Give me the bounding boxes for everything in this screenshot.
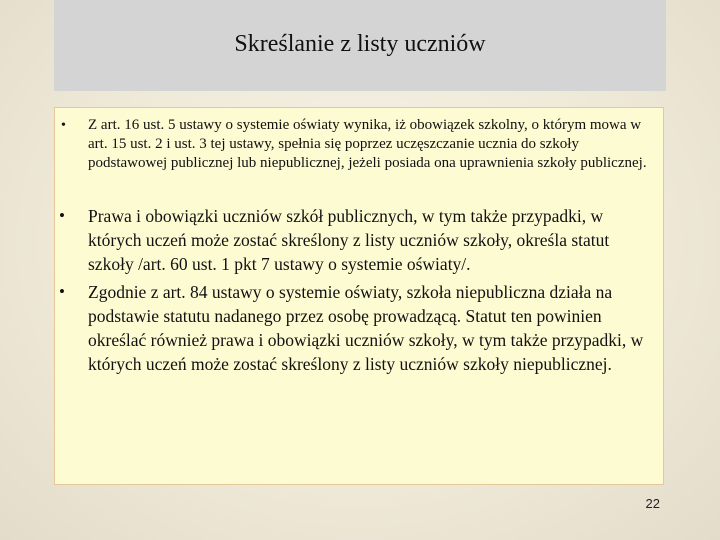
bullet-marker: • <box>61 118 66 133</box>
slide-title: Skreślanie z listy uczniów <box>234 31 486 57</box>
bullet-marker: • <box>59 206 65 225</box>
bullet-text: Prawa i obowiązki uczniów szkół publicznych, w tym także przypadki, w których uczeń może zostać skreślony z listy uczniów szkoły, określa statut szkoły /art. 60 ust. 1 pkt 7 ustawy o systemie oświaty/. <box>88 206 610 274</box>
page-number: 22 <box>645 496 660 511</box>
bullet-text: Z art. 16 ust. 5 ustawy o systemie oświaty wynika, iż obowiązek szkolny, o którym mowa w art. 15 ust. 2 i ust. 3 tej ustawy, spełnia się poprzez uczęszczanie ucznia do szkoły podstawowej publicznej lub niepublicznej, jeżeli posiada ona uprawnienia szkoły publicznej. <box>88 117 647 171</box>
bullet-text: Zgodnie z art. 84 ustawy o systemie oświaty, szkoła niepubliczna działa na podstawie statutu nadanego przez osobę prowadzącą. Statut ten powinien określać również prawa i obowiązki uczniów szkoły, w tym także przypadki, w których uczeń może zostać skreślony z listy uczniów szkoły niepublicznej. <box>88 282 644 374</box>
title-bar <box>54 0 666 91</box>
content-box <box>54 107 664 485</box>
bullet-marker: • <box>59 282 65 301</box>
